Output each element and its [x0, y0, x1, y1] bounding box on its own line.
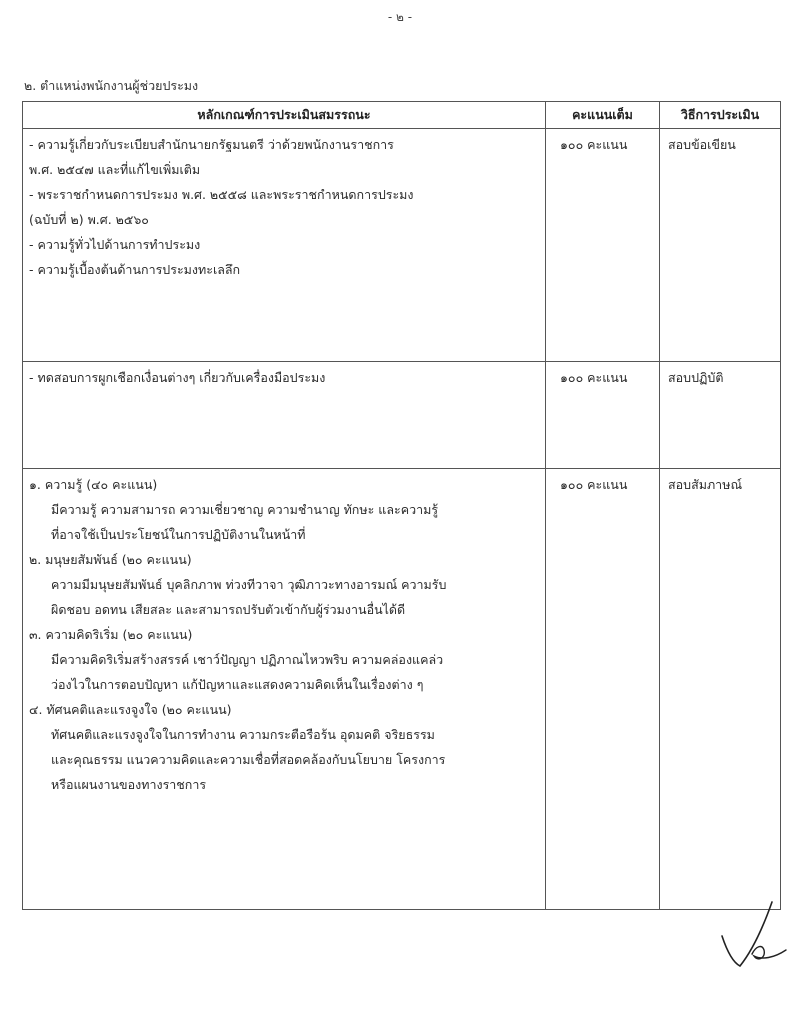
item-title: ๒. มนุษยสัมพันธ์ (๒๐ คะแนน) [29, 552, 192, 567]
criteria-line: (ฉบับที่ ๒) พ.ศ. ๒๕๖๐ [29, 212, 149, 227]
item-line: และคุณธรรม แนวความคิดและความเชื่อที่สอดคล้องกับนโยบาย โครงการ [51, 752, 446, 767]
item-line: ผิดชอบ อดทน เสียสละ และสามารถปรับตัวเข้ากับผู้ร่วมงานอื่นได้ดี [51, 602, 406, 617]
table-row [23, 362, 781, 469]
score-cell: ๑๐๐ คะแนน [546, 362, 660, 469]
criteria-cell [23, 362, 546, 469]
item-title: ๔. ทัศนคติและแรงจูงใจ (๒๐ คะแนน) [29, 702, 232, 717]
method-cell: สอบสัมภาษณ์ [660, 469, 781, 910]
item-title: ๓. ความคิดริเริ่ม (๒๐ คะแนน) [29, 627, 193, 642]
item-line: ทัศนคติและแรงจูงใจในการทำงาน ความกระตือรือร้น อุดมคติ จริยธรรม [51, 727, 435, 742]
table-header-row [23, 102, 781, 129]
criteria-line: - ทดสอบการผูกเชือกเงื่อนต่างๆ เกี่ยวกับเครื่องมือประมง [29, 370, 326, 385]
table-row [23, 129, 781, 362]
criteria-line: - ความรู้เกี่ยวกับระเบียบสำนักนายกรัฐมนตรี ว่าด้วยพนักงานราชการ [29, 137, 394, 152]
page-number: - ๒ - [387, 10, 413, 24]
criteria-cell [23, 469, 546, 910]
section-heading: ๒. ตำแหน่งพนักงานผู้ช่วยประมง [24, 78, 199, 93]
criteria-line: พ.ศ. ๒๕๔๗ และที่แก้ไขเพิ่มเติม [29, 162, 201, 177]
item-line: มีความรู้ ความสามารถ ความเชี่ยวชาญ ความชำนาญ ทักษะ และความรู้ [51, 502, 439, 517]
item-line: หรือแผนงานของทางราชการ [51, 777, 207, 792]
header-full-score: คะแนนเต็ม [546, 102, 660, 129]
criteria-line: - พระราชกำหนดการประมง พ.ศ. ๒๕๕๘ และพระราชกำหนดการประมง [29, 187, 414, 202]
item-line: ว่องไวในการตอบปัญหา แก้ปัญหาและแสดงความคิดเห็นในเรื่องต่าง ๆ [51, 677, 424, 692]
header-method: วิธีการประเมิน [660, 102, 781, 129]
header-criteria: หลักเกณฑ์การประเมินสมรรถนะ [23, 102, 546, 129]
criteria-table [22, 101, 781, 910]
item-line: ความมีมนุษยสัมพันธ์ บุคลิกภาพ ท่วงทีวาจา วุฒิภาวะทางอารมณ์ ความรับ [51, 577, 447, 592]
handwritten-signature-icon [718, 896, 788, 972]
score-cell: ๑๐๐ คะแนน [546, 129, 660, 362]
item-title: ๑. ความรู้ (๔๐ คะแนน) [29, 477, 158, 492]
table-row [23, 469, 781, 910]
method-cell: สอบปฏิบัติ [660, 362, 781, 469]
method-cell: สอบข้อเขียน [660, 129, 781, 362]
score-cell: ๑๐๐ คะแนน [546, 469, 660, 910]
criteria-line: - ความรู้เบื้องต้นด้านการประมงทะเลลึก [29, 262, 241, 277]
criteria-cell [23, 129, 546, 362]
item-line: ที่อาจใช้เป็นประโยชน์ในการปฏิบัติงานในหน้าที่ [51, 527, 306, 542]
item-line: มีความคิดริเริ่มสร้างสรรค์ เชาว์ปัญญา ปฏิภาณไหวพริบ ความคล่องแคล่ว [51, 652, 444, 667]
criteria-line: - ความรู้ทั่วไปด้านการทำประมง [29, 237, 201, 252]
